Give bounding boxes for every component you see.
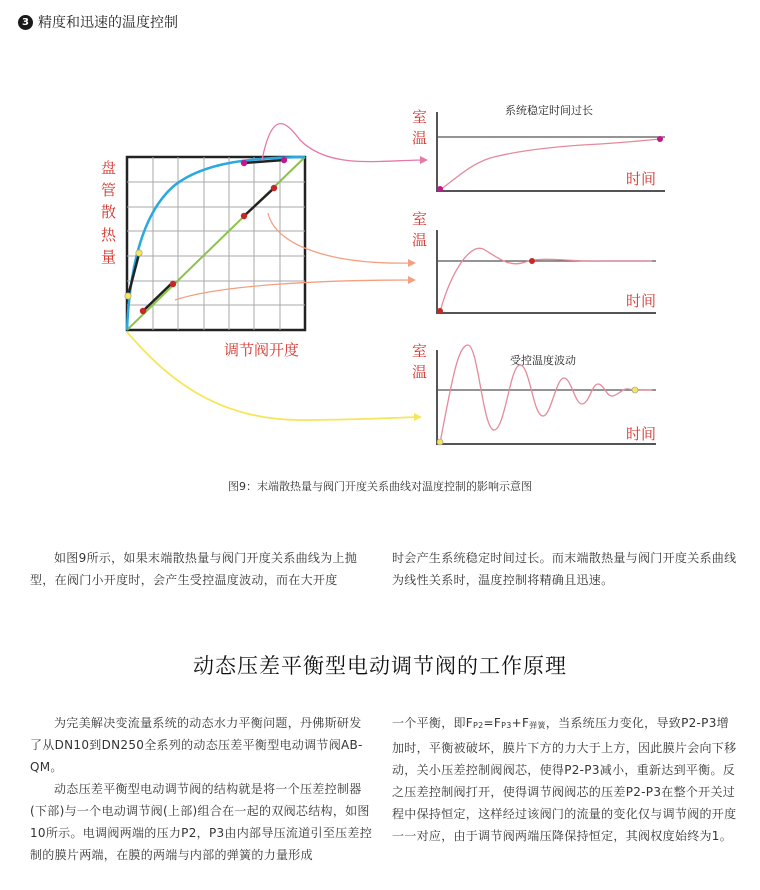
svg-text:散: 散 xyxy=(101,204,117,221)
main-y-label xyxy=(101,160,117,266)
principle-paragraph-right xyxy=(392,712,740,847)
intro-paragraph-right: 时会产生系统稳定时间过长。而末端散热量与阀门开度关系曲线为线性关系时，温度控制将精确且迅速。 xyxy=(392,551,737,587)
svg-text:室: 室 xyxy=(412,108,428,126)
graph-3 xyxy=(412,342,656,445)
svg-text:室: 室 xyxy=(412,210,428,228)
marker-mid-red xyxy=(241,213,247,219)
graph-2 xyxy=(412,210,656,314)
svg-text:系统稳定时间过长: 系统稳定时间过长 xyxy=(505,104,593,117)
svg-text:热: 热 xyxy=(101,227,117,244)
graph-2-curve xyxy=(440,248,652,312)
svg-text:时间: 时间 xyxy=(626,292,657,310)
marker-yellow-1 xyxy=(125,293,131,299)
valve-grid-chart xyxy=(125,157,305,330)
section-header xyxy=(18,12,178,32)
section-number-badge: 3 xyxy=(18,15,33,30)
figure-caption: 图9：末端散热量与阀门开度关系曲线对温度控制的影响示意图 xyxy=(228,480,532,493)
svg-text:温: 温 xyxy=(412,129,428,147)
svg-text:温: 温 xyxy=(412,231,428,249)
svg-text:时间: 时间 xyxy=(626,425,657,443)
principle-p3: 一个平衡，即$F_{P2}=F_{P3}+F_{弹簧}$，当系统压力变化，导致P2-P3增加时，平衡被破坏，膜片下方的力大于上方，因此膜片会向下移动，关小压差控制阀阀芯，使得P2-P3减小，重新达到平衡。反之压差控制阀打开，使得调节阀阀芯的压差P2-P3在整个开关过程中保持恒定，这样经过该阀门的流量的变化仅与调节阀的开度一一对应，由于调节阀两端压降保持恒定，其阀权度始终为1。 xyxy=(392,716,737,843)
svg-text:盘: 盘 xyxy=(101,160,117,177)
temperature-control-figure xyxy=(0,60,760,480)
marker-yellow-2 xyxy=(136,250,142,256)
svg-text:量: 量 xyxy=(101,249,117,266)
svg-text:受控温度波动: 受控温度波动 xyxy=(510,354,576,367)
section-title: 精度和迅速的温度控制 xyxy=(38,15,178,31)
marker-low2-red xyxy=(170,281,176,287)
principle-p2: 动态压差平衡型电动调节阀的结构就是将一个压差控制器(下部)与一个电动调节阀(上部)组合在一起的双阀芯结构，如图10所示。电调阀两端的压力P2，P3由内部导压流道引至压差控制的膜片两端，在膜的两端与内部的弹簧的力量形成 xyxy=(30,782,373,862)
principle-p1: 为完美解决变流量系统的动态水力平衡问题，丹佛斯研发了从DN10到DN250全系列的动态压差平衡型电动调节阀AB-QM。 xyxy=(30,716,363,774)
section-heading: 动态压差平衡型电动调节阀的工作原理 xyxy=(193,654,567,678)
svg-text:时间: 时间 xyxy=(626,170,657,188)
svg-text:管: 管 xyxy=(101,182,117,199)
marker-magenta-1 xyxy=(241,160,247,166)
main-x-label: 调节阀开度 xyxy=(224,342,300,359)
marker-high-red xyxy=(271,185,277,191)
intro-paragraph-left: 如图9所示，如果末端散热量与阀门开度关系曲线为上抛型，在阀门小开度时，会产生受控温度波动，而在大开度 xyxy=(30,551,358,587)
marker-magenta-2 xyxy=(281,157,287,163)
graph-1 xyxy=(412,103,665,192)
marker-low-red xyxy=(140,308,146,314)
principle-paragraph-left xyxy=(30,712,372,866)
svg-text:室: 室 xyxy=(412,342,428,360)
svg-text:温: 温 xyxy=(412,363,428,381)
